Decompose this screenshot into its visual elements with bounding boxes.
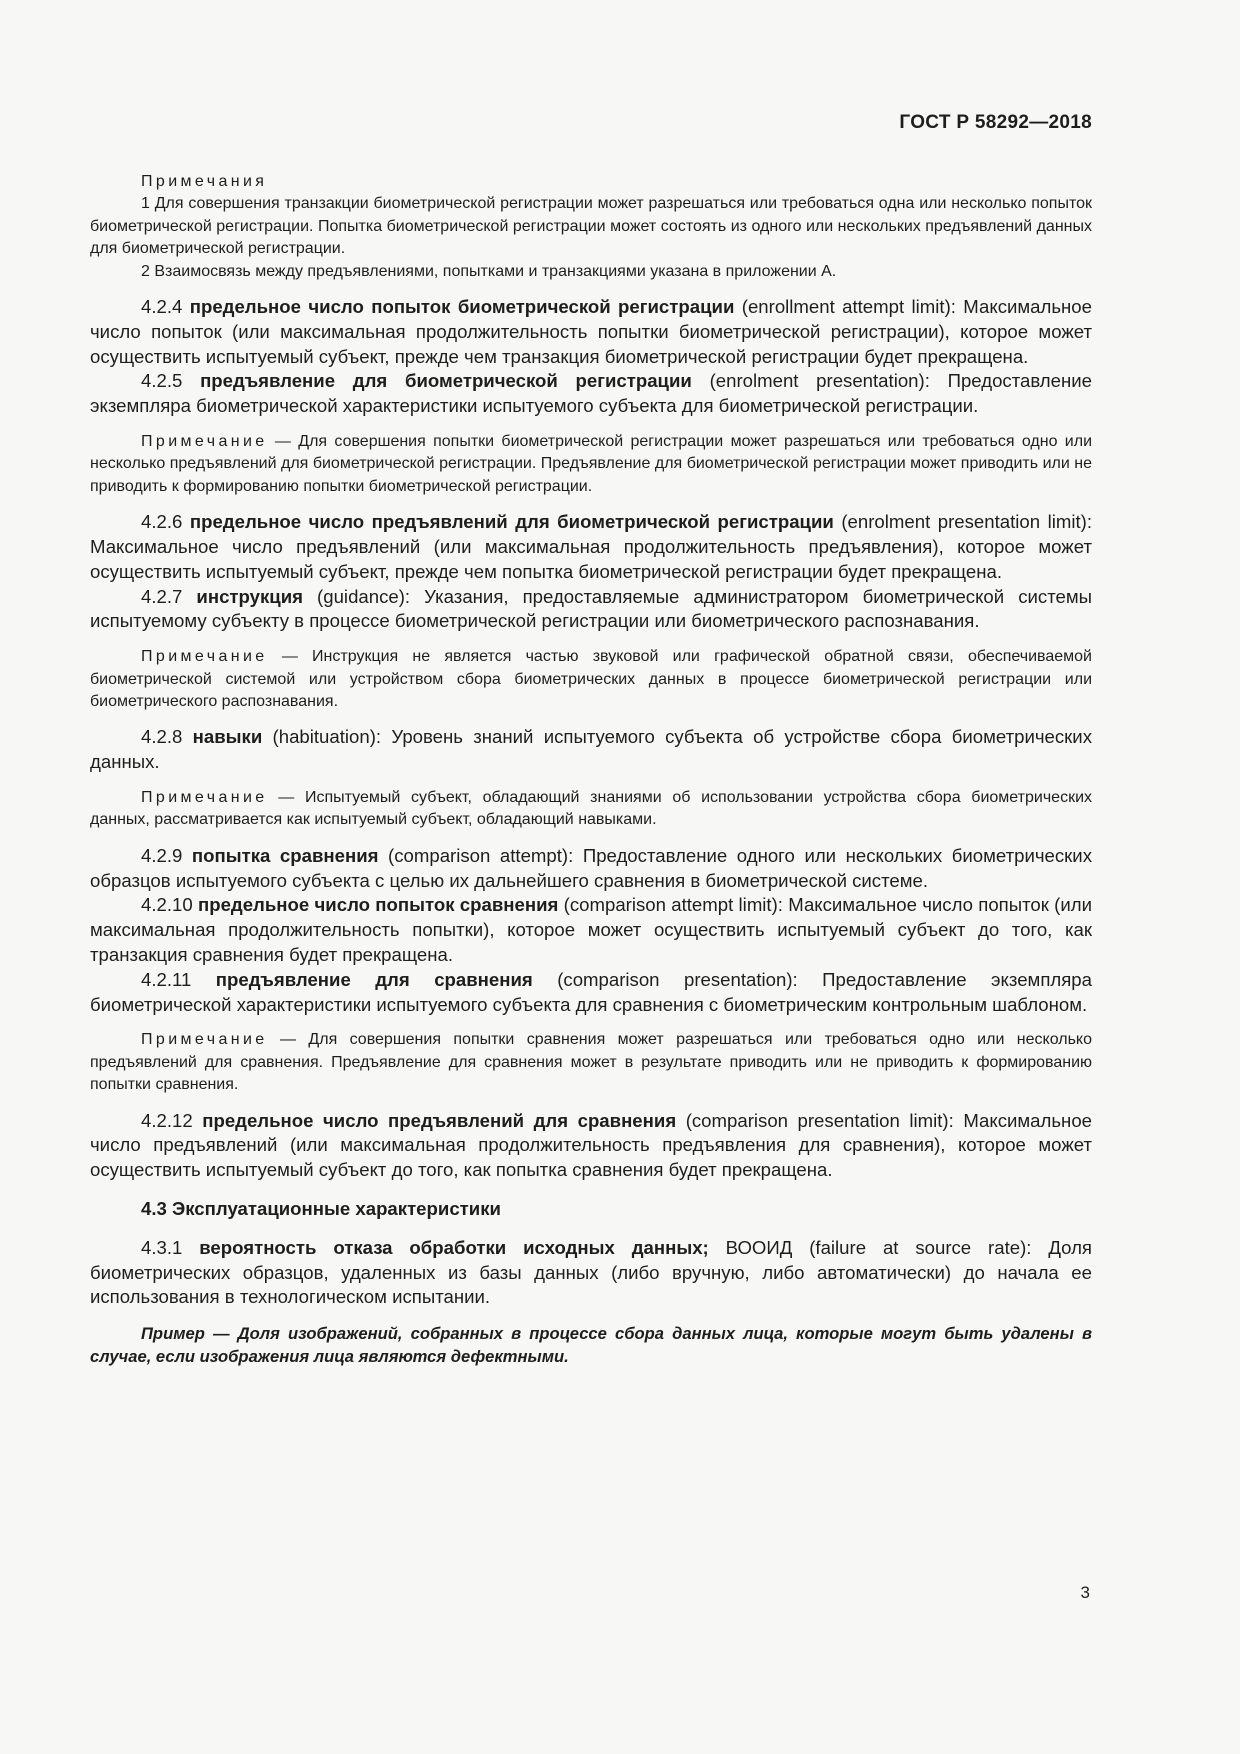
- section-heading-4-3: 4.3 Эксплуатационные характеристики: [141, 1198, 501, 1220]
- term-4-2-6: 4.2.6 предельное число предъявлений для биометрической регистрации (enrolment presentation limit): Максимальное число предъявлений (или максимальная продолжительность предъявления), которое может осуществить испытуемый субъект, прежде чем попытка биометрической регистрации будет прекращена.: [90, 511, 1092, 582]
- notes-heading: Примечания: [141, 173, 268, 190]
- term-4-2-12: 4.2.12 предельное число предъявлений для сравнения (comparison presentation limit): Максимальное число предъявлений (или максимальная продолжительность предъявления для сравнения), которое может осуществить испытуемый субъект до того, как попытка сравнения будет прекращена.: [90, 1109, 1092, 1181]
- example-text: Пример — Доля изображений, собранных в процессе сбора данных лица, которые могут быть удалены в случае, если изображения лица являются дефектными.: [90, 1324, 1092, 1367]
- term-4-3-1: 4.3.1 вероятность отказа обработки исходных данных; ВООИД (failure at source rate): Доля биометрических образцов, удаленных из базы данных (либо вручную, либо автоматически) до начала ее использования в технологическом испытании.: [90, 1236, 1092, 1308]
- document-body: [90, 171, 1092, 1368]
- document-code: ГОСТ Р 58292—2018: [899, 112, 1092, 133]
- term-4-2-11: 4.2.11 предъявление для сравнения (comparison presentation): Предоставление экземпляра биометрической характеристики испытуемого субъекта для сравнения с биометрическим контрольным шаблоном.: [90, 968, 1092, 1015]
- term-4-2-4: 4.2.4 предельное число попыток биометрической регистрации (enrollment attempt limit): Максимальное число попыток (или максимальная продолжительность попытки биометрической регистрации), которое может осуществить испытуемый субъект, прежде чем транзакция биометрической регистрации будет прекращена.: [90, 296, 1092, 367]
- term-4-2-7: 4.2.7 инструкция (guidance): Указания, предоставляемые администратором биометрической системы испытуемому субъекту в процессе биометрической регистрации или биометрического распознавания.: [90, 585, 1092, 632]
- term-4-2-5: 4.2.5 предъявление для биометрической регистрации (enrolment presentation): Предоставление экземпляра биометрической характеристики испытуемого субъекта для биометрической регистрации.: [90, 370, 1092, 417]
- note-item-1: 1 Для совершения транзакции биометрической регистрации может разрешаться или требоваться одна или несколько попыток биометрической регистрации. Попытка биометрической регистрации может состоять из одного или нескольких предъявлений данных для биометрической регистрации.: [90, 195, 1092, 258]
- term-4-2-8: 4.2.8 навыки (habituation): Уровень знаний испытуемого субъекта об устройстве сбора биометрических данных.: [90, 726, 1092, 773]
- term-4-2-10: 4.2.10 предельное число попыток сравнения (comparison attempt limit): Максимальное число попыток (или максимальная продолжительность попытки), которое может осуществить испытуемый субъект до того, как транзакция сравнения будет прекращена.: [90, 894, 1092, 966]
- note-4-2-11: Примечание — Для совершения попытки сравнения может разрешаться или требоваться одно или несколько предъявлений для сравнения. Предъявление для сравнения может в результате приводить или не приводить к формированию попытки сравнения.: [90, 1031, 1092, 1094]
- note-item-2: 2 Взаимосвязь между предъявлениями, попытками и транзакциями указана в приложении А.: [141, 262, 837, 280]
- note-4-2-7: Примечание — Инструкция не является частью звуковой или графической обратной связи, обеспечиваемой биометрической системой или устройством сбора биометрических данных в процессе биометрической регистрации или биометрического распознавания.: [90, 648, 1092, 711]
- term-4-2-9: 4.2.9 попытка сравнения (comparison attempt): Предоставление одного или нескольких биометрических образцов испытуемого субъекта с целью их дальнейшего сравнения в биометрической системе.: [90, 844, 1092, 891]
- note-4-2-8: Примечание — Испытуемый субъект, обладающий знаниями об использовании устройства сбора биометрических данных, рассматривается как испытуемый субъект, обладающий навыками.: [90, 789, 1092, 829]
- page-number: 3: [1080, 1583, 1090, 1602]
- note-4-2-5: Примечание — Для совершения попытки биометрической регистрации может разрешаться или требоваться одно или несколько предъявлений для биометрической регистрации. Предъявление для биометрической регистрации может приводить или не приводить к формированию попытки биометрической регистрации.: [90, 433, 1092, 495]
